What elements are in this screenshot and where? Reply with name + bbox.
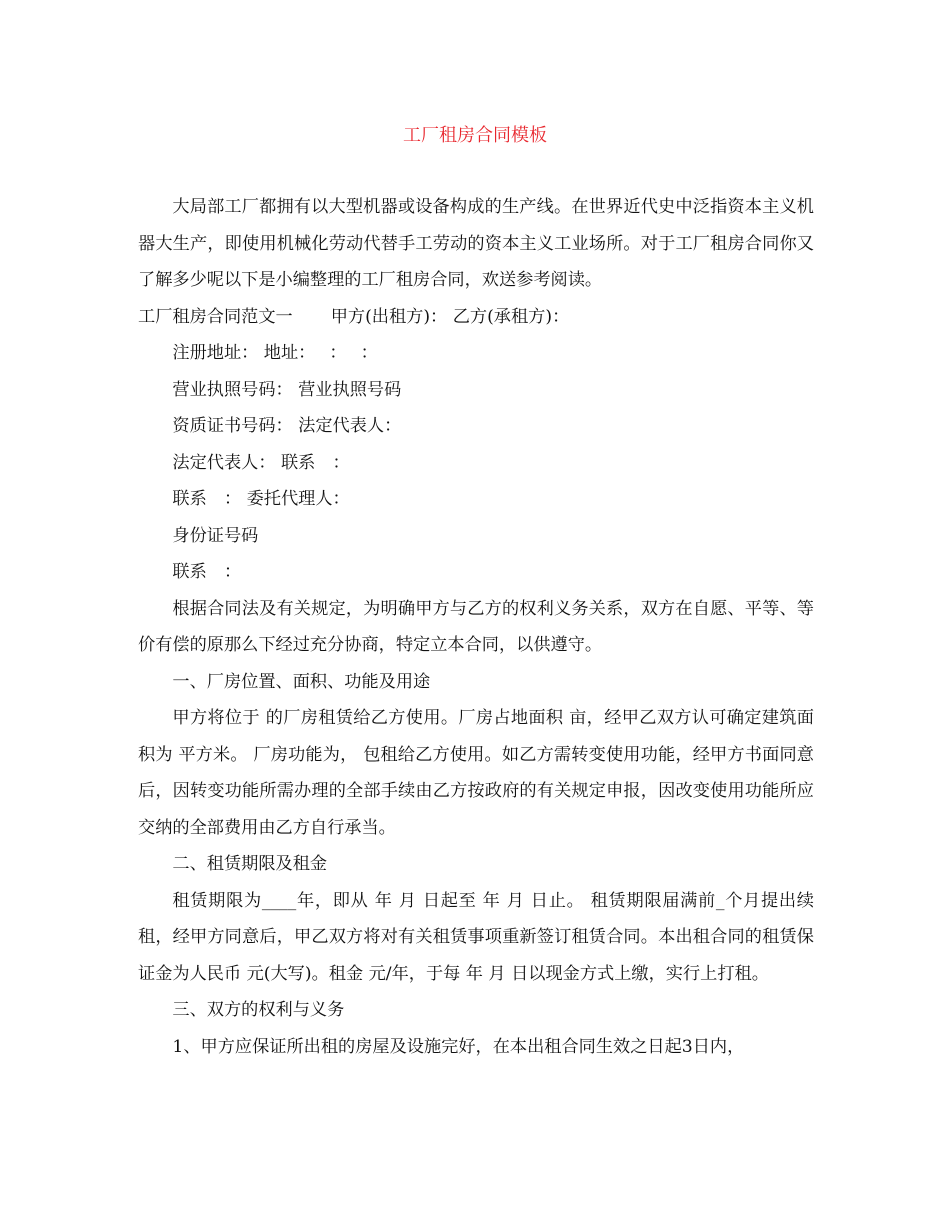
id-number-line: 身份证号码 xyxy=(172,525,259,546)
sample-label: 工厂租房合同范文一 xyxy=(138,306,293,327)
preamble-paragraph: 根据合同法及有关规定，为明确甲方与乙方的权利义务关系，双方在自愿、平等、等价有偿的原那么下经过充分协商，特定立本合同，以供遵守。 xyxy=(138,598,814,655)
lessee-label: 乙方(承租方)： xyxy=(452,306,570,327)
section-2-heading: 二、租赁期限及租金 xyxy=(172,854,328,874)
registered-address-line: 注册地址： 地址： ： ： xyxy=(172,343,378,363)
business-license-line: 营业执照号码： 营业执照号码 xyxy=(172,379,402,400)
agent-line: 联系 ： 委托代理人： xyxy=(172,489,350,509)
section-1-paragraph: 甲方将位于 的厂房租赁给乙方使用。厂房占地面积 亩，经甲乙双方认可确定建筑面积为 平方米。 厂房功能为， 包租给乙方使用。如乙方需转变使用功能，经甲方书面同意后，因转变功能所需办理的全部手续由乙方按政府的有关规定申报，因改变使用功能所应交纳的全部费用由乙方自行承当。 xyxy=(138,708,814,838)
section-3-item-1: 1、甲方应保证所出租的房屋及设施完好，在本出租合同生效之日起3日内， xyxy=(172,1036,745,1057)
intro-paragraph: 大局部工厂都拥有以大型机器或设备构成的生产线。在世界近代史中泛指资本主义机器大生产，即使用机械化劳动代替手工劳动的资本主义工业场所。对于工厂租房合同你又了解多少呢以下是小编整理的工厂租房合同，欢送参考阅读。 xyxy=(138,197,814,290)
legal-rep-line: 法定代表人： 联系 ： xyxy=(172,452,350,473)
contact-line: 联系 ： xyxy=(172,562,242,582)
qualification-line: 资质证书号码： 法定代表人： xyxy=(172,416,402,436)
document-title: 工厂租房合同模板 xyxy=(403,125,547,146)
section-1-heading: 一、厂房位置、面积、功能及用途 xyxy=(172,671,431,692)
section-3-heading: 三、双方的权利与义务 xyxy=(172,1000,345,1020)
section-2-paragraph: 租赁期限为____年，即从 年 月 日起至 年 月 日止。 租赁期限届满前_个月提出续租，经甲方同意后，甲乙双方将对有关租赁事项重新签订租赁合同。本出租合同的租赁保证金为人民币 元(大写)。租金 元/年，于每 年 月 日以现金方式上缴，实行上打租。 xyxy=(138,890,814,984)
document-body xyxy=(138,189,814,1065)
lessor-label: 甲方(出租方)： xyxy=(330,306,448,327)
contract-header-line xyxy=(138,299,814,336)
